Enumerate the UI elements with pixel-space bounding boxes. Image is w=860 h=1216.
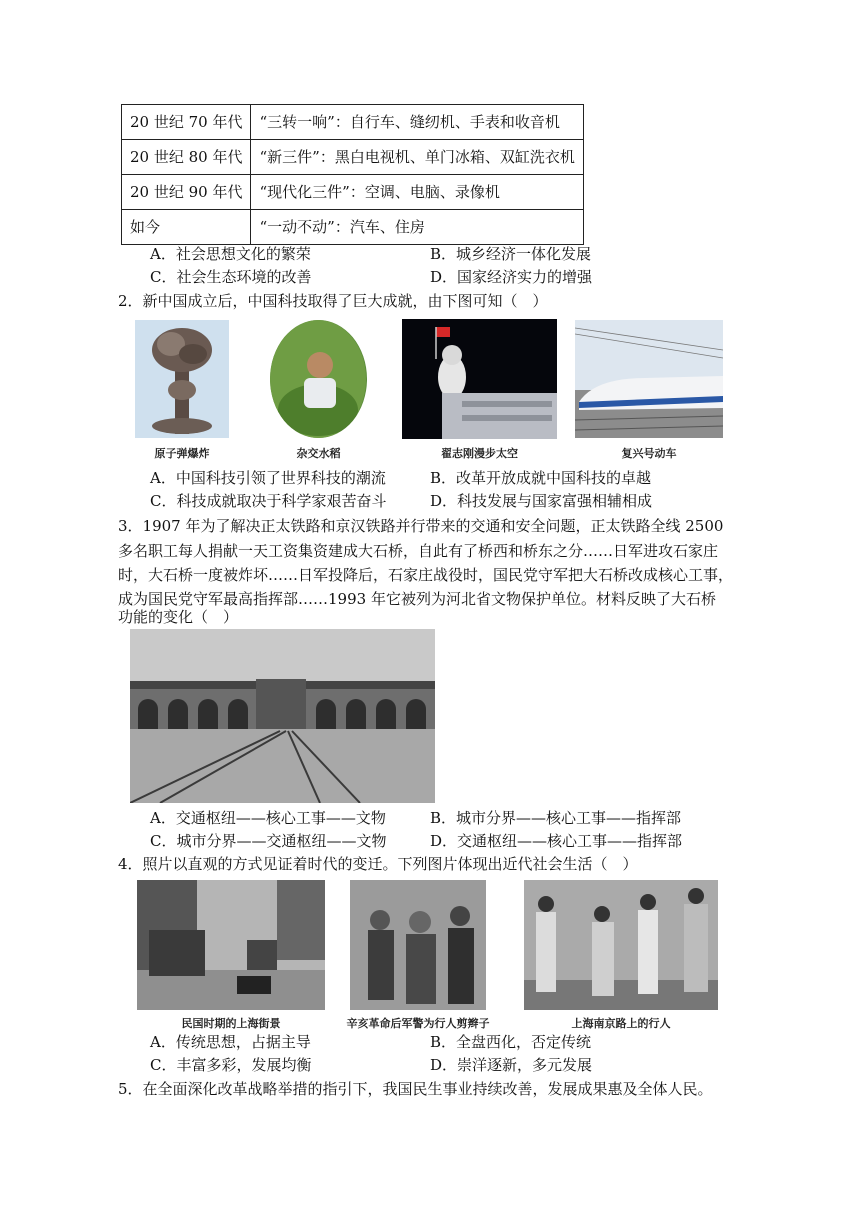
rice-scientist-image — [270, 320, 367, 438]
q3-option-d: D．交通枢纽——核心工事——指挥部 — [430, 832, 683, 850]
q4-caption-3: 上海南京路上的行人 — [571, 1017, 671, 1030]
shanghai-street-photo — [137, 880, 325, 1010]
q2-option-a: A．中国科技引领了世界科技的潮流 — [150, 469, 386, 487]
q3-stem-line-3: 时，大石桥一度被炸坏……日军投降后，石家庄战役时，国民党守军把大石桥改成核心工事， — [118, 566, 734, 584]
table-row — [122, 140, 584, 175]
bullet-train-image — [575, 320, 723, 438]
q4-option-c: C．丰富多彩，发展均衡 — [150, 1056, 312, 1074]
q1-option-c: C．社会生态环境的改善 — [150, 268, 312, 286]
q3-stem-line-2: 多名职工每人捐献一天工资集资建成大石桥，自此有了桥西和桥东之分……日军进攻石家庄 — [118, 542, 719, 560]
q3-stem-line-1: 3．1907 年为了解决正太铁路和京汉铁路并行带来的交通和安全问题，正太铁路全线 2500 — [118, 517, 724, 535]
items-cell: “现代化三件”：空调、电脑、录像机 — [251, 175, 583, 210]
q1-option-b: B．城乡经济一体化发展 — [430, 245, 592, 263]
q4-option-a: A．传统思想，占据主导 — [150, 1033, 311, 1051]
stone-bridge-photo — [130, 629, 435, 803]
q2-caption-4: 复兴号动车 — [621, 447, 677, 460]
q3-option-a: A．交通枢纽——核心工事——文物 — [150, 809, 386, 827]
atomic-bomb-photo — [135, 320, 229, 438]
items-cell: “一动不动”：汽车、住房 — [251, 210, 583, 245]
pedestrians-image — [524, 880, 718, 1010]
q4-option-b: B．全盘西化，否定传统 — [430, 1033, 592, 1051]
q3-option-c: C．城市分界——交通枢纽——文物 — [150, 832, 387, 850]
street-scene-image — [137, 880, 325, 1010]
q2-caption-1: 原子弹爆炸 — [154, 447, 210, 460]
q4-stem: 4．照片以直观的方式见证着时代的变迁。下列图片体现出近代社会生活（ ） — [118, 855, 638, 873]
table-row — [122, 105, 584, 140]
q2-option-c: C．科技成就取决于科学家艰苦奋斗 — [150, 492, 387, 510]
items-cell: “三转一响”：自行车、缝纫机、手表和收音机 — [251, 105, 583, 140]
nanjing-road-photo — [524, 880, 718, 1010]
bridge-railway-image — [130, 629, 435, 803]
q2-caption-3: 翟志刚漫步太空 — [441, 447, 518, 460]
era-cell: 20 世纪 90 年代 — [122, 175, 251, 210]
mushroom-cloud-image — [135, 320, 229, 438]
q5-stem: 5．在全面深化改革战略举措的指引下，我国民生事业持续改善，发展成果惠及全体人民。 — [118, 1080, 713, 1098]
q2-option-b: B．改革开放成就中国科技的卓越 — [430, 469, 652, 487]
items-cell: “新三件”：黑白电视机、单门冰箱、双缸洗衣机 — [251, 140, 583, 175]
q4-option-d: D．崇洋逐新，多元发展 — [430, 1056, 593, 1074]
consumer-goods-table — [121, 104, 584, 245]
q3-option-b: B．城市分界——核心工事——指挥部 — [430, 809, 682, 827]
q1-option-d: D．国家经济实力的增强 — [430, 268, 593, 286]
table-row — [122, 175, 584, 210]
era-cell: 20 世纪 80 年代 — [122, 140, 251, 175]
q1-option-a: A．社会思想文化的繁荣 — [150, 245, 311, 263]
q3-stem-line-4: 成为国民党守军最高指挥部……1993 年它被列为河北省文物保护单位。材料反映了大石桥 — [118, 590, 716, 608]
astronaut-image — [402, 319, 557, 439]
table-row — [122, 210, 584, 245]
era-cell: 如今 — [122, 210, 251, 245]
fuxing-train-photo — [575, 320, 723, 438]
hybrid-rice-photo — [270, 320, 367, 438]
era-cell: 20 世纪 70 年代 — [122, 105, 251, 140]
q2-stem: 2．新中国成立后，中国科技取得了巨大成就，由下图可知（ ） — [118, 292, 548, 310]
q3-stem-line-5: 功能的变化（ ） — [118, 608, 239, 626]
queue-cutting-photo — [350, 880, 486, 1010]
q4-caption-2: 辛亥革命后军警为行人剪辫子 — [346, 1017, 490, 1030]
q4-caption-1: 民国时期的上海街景 — [181, 1017, 281, 1030]
q2-option-d: D．科技发展与国家富强相辅相成 — [430, 492, 653, 510]
spacewalk-photo — [402, 319, 557, 439]
queue-cutting-image — [350, 880, 486, 1010]
q2-caption-2: 杂交水稻 — [296, 447, 341, 460]
